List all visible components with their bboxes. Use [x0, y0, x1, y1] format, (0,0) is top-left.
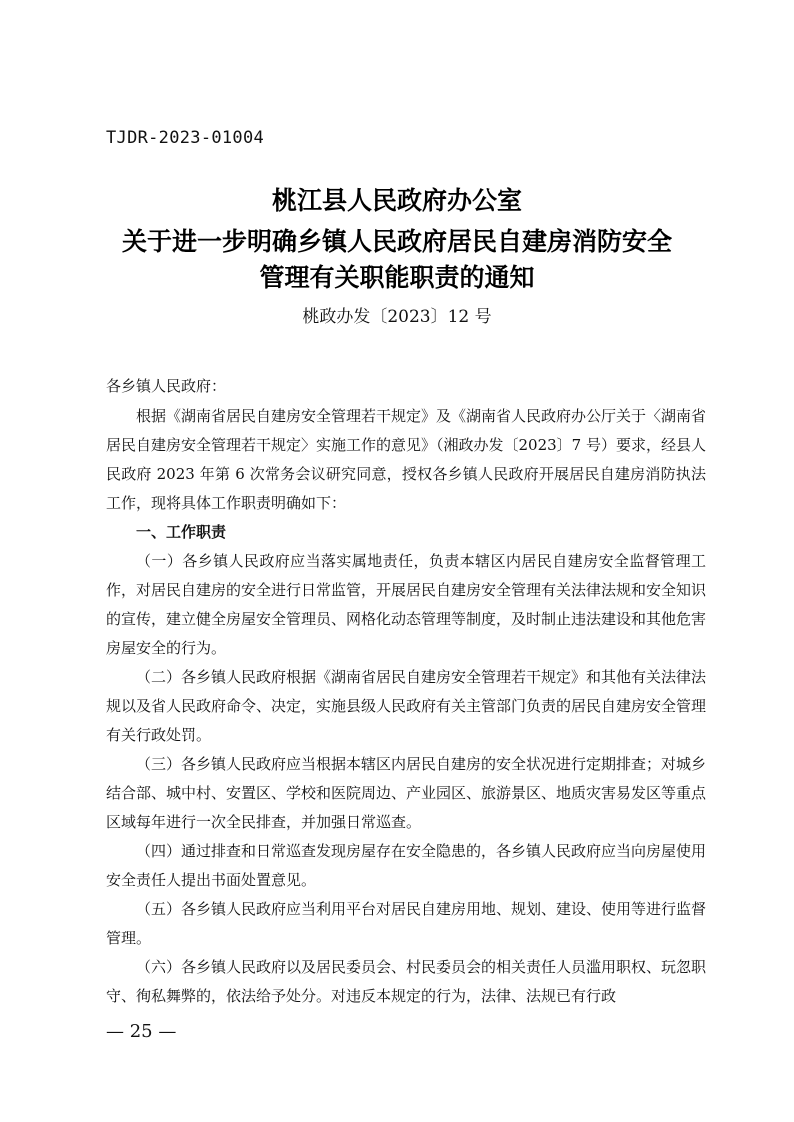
- salutation: 各乡镇人民政府：: [106, 377, 227, 395]
- paragraph-2: （二）各乡镇人民政府根据《湖南省居民自建房安全管理若干规定》和其他有关法律法规以及省人民政府命令、决定，实施县级人民政府有关主管部门负责的居民自建房安全管理有关行政处罚。: [106, 668, 707, 744]
- intro-paragraph: 根据《湖南省居民自建房安全管理若干规定》及《湖南省人民政府办公厅关于〈湖南省居民自建房安全管理若干规定〉实施工作的意见》（湘政办发〔2023〕7 号）要求，经县人民政府 2023 年第 6 次常务会议研究同意，授权各乡镇人民政府开展居民自建房消防执法工作，现将具体工作职责明确如下：: [106, 407, 707, 512]
- document-code: TJDR-2023-01004: [106, 128, 265, 148]
- paragraph-1: （一）各乡镇人民政府应当落实属地责任，负责本辖区内居民自建房安全监督管理工作，对居民自建房的安全进行日常监管，开展居民自建房安全管理有关法律法规和安全知识的宣传，建立健全房屋安全管理员、网格化动态管理等制度，及时制止违法建设和其他危害房屋安全的行为。: [106, 552, 707, 657]
- page-number: — 25 —: [106, 1021, 177, 1042]
- title-line-2: 关于进一步明确乡镇人民政府居民自建房消防安全: [121, 227, 672, 256]
- paragraph-6: （六）各乡镇人民政府以及居民委员会、村民委员会的相关责任人员滥用职权、玩忽职守、徇私舞弊的，依法给予处分。对违反本规定的行为，法律、法规已有行政: [106, 958, 707, 1005]
- paragraph-5: （五）各乡镇人民政府应当利用平台对居民自建房用地、规划、建设、使用等进行监督管理。: [106, 900, 707, 947]
- section-heading: 一、工作职责: [136, 523, 227, 541]
- document-body: [106, 372, 706, 1011]
- paragraph-3: （三）各乡镇人民政府应当根据本辖区内居民自建房的安全状况进行定期排查；对城乡结合部、城中村、安置区、学校和医院周边、产业园区、旅游景区、地质灾害易发区等重点区域每年进行一次全民排查，并加强日常巡查。: [106, 755, 707, 831]
- document-number: 桃政办发〔2023〕12 号: [302, 307, 492, 327]
- paragraph-4: （四）通过排查和日常巡查发现房屋存在安全隐患的，各乡镇人民政府应当向房屋使用安全责任人提出书面处置意见。: [106, 842, 707, 889]
- title-line-3: 管理有关职能职责的通知: [259, 263, 535, 292]
- title-line-1: 桃江县人民政府办公室: [271, 186, 522, 215]
